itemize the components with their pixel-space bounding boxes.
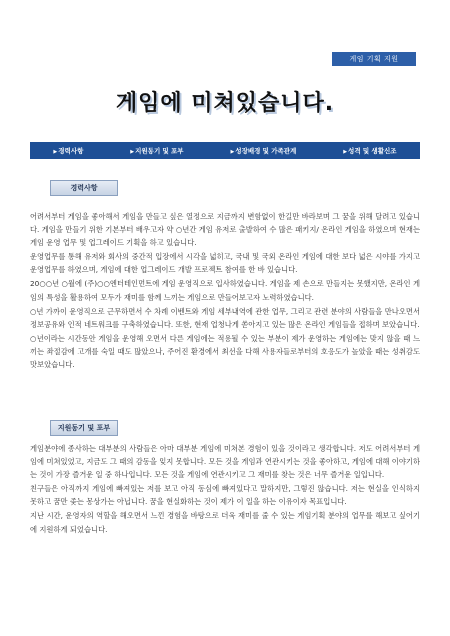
career-text: [30, 210, 420, 372]
paragraph: 운영업무를 통해 유저와 회사의 중간적 입장에서 시각을 넓히고, 국내 및 국외 온라인 게임에 대한 보다 넓은 시야를 가지고 운영업무를 하였으며, 게임에 대한 업그레이드 개발 프로젝트 참여를 한 바 있습니다.: [30, 252, 420, 275]
paragraph: ○년 가까이 운영직으로 근무하면서 수 차례 이벤트와 게임 세부내역에 관한 업무, 그리고 관련 분야의 사람들을 만나오면서 정보공유와 인적 네트워크를 구축하였습니다. 또한, 현재 업청나게 쏟아지고 있는 많은 온라인 게임들을 접하며 보았습니다.: [30, 306, 420, 329]
triangle-icon: ▶: [130, 149, 135, 155]
section-heading-motivation: 지원동기 및 포부: [50, 420, 118, 436]
nav-item-background[interactable]: ▶성장배경 및 가족관계: [230, 147, 297, 155]
paragraph: 어려서부터 게임을 좋아해서 게임을 만들고 싶은 열정으로 지금까지 변함없이 한길만 바라보며 그 꿈을 위해 달려고 있습니다. 게임을 만들기 위한 기본부터 배우고자 약 ○년간 게임 유저로 출발하여 수 많은 패키지/ 온라인 게임을 하였으며 현재는 게임 운영 업무 및 업그레이드 기획을 하고 있습니다.: [30, 212, 420, 248]
section-heading-career: 경력사항: [50, 180, 118, 196]
category-tag: 게임 기획 지원: [332, 52, 416, 66]
paragraph: 지난 시간, 운영자의 역할을 해오면서 느낀 경험을 바탕으로 더욱 재미를 줄 수 있는 게임기획 분야의 업무를 해보고 싶어기에 지원하게 되었습니다.: [30, 511, 420, 534]
nav-item-motivation[interactable]: ▶지원동기 및 포부: [130, 147, 184, 155]
triangle-icon: ▶: [343, 149, 348, 155]
nav-item-career[interactable]: ▶경력사항: [53, 147, 84, 155]
paragraph: ○년이라는 시간동안 게임을 운영해 오면서 다른 게임에는 적용될 수 있는 부분이 제가 운영하는 게임에는 맞지 않을 때 느끼는 좌절감에 고개를 숙일 때도 많았으나, 주어진 환경에서 최선을 다해 사용자들로부터의 호응도가 높았을 때는 성취감도 맛보았습니다.: [30, 333, 420, 370]
page-title: 게임에 미쳐있습니다.: [115, 91, 335, 116]
motivation-text: [30, 442, 420, 537]
paragraph: 20○○년 ○월에 (주)○○엔터테인먼트에 게임 운영직으로 입사하였습니다. 게임을 제 손으로 만들지는 못했지만, 온라인 게임의 특성을 활용하여 모두가 재미를 함께 느끼는 게임으로 만들어보고자 노력하였습니다.: [30, 279, 420, 302]
paragraph: 친구들은 아직까지 게임에 빠져있는 저를 보고 아직 동심에 빠져있다고 말하지만, 그렇진 않습니다. 저는 현실을 인식하지 못하고 꿈만 좇는 몽상가는 아닙니다. 꿈을 현실화하는 것이 제가 이 일을 하는 이유이자 목표입니다.: [30, 484, 420, 507]
paragraph: 게임분야에 종사하는 대부분의 사람들은 아마 대부분 게임에 미쳐본 경험이 있을 것이라고 생각합니다. 저도 어려서부터 게임에 미쳐있었고, 지금도 그 때의 감동을 잊지 못합니다. 모든 것을 게임과 연관시키는 것을 좋아하고, 게임에 대해 이야기하는 것이 가장 즐거운 일 중 하나입니다. 모든 것을 게임에 연관시키고 그 재미를 찾는 것은 너무 즐거운 일입니다.: [30, 444, 420, 480]
triangle-icon: ▶: [53, 149, 58, 155]
section-nav: [30, 142, 420, 159]
triangle-icon: ▶: [230, 149, 235, 155]
nav-item-personality[interactable]: ▶성격 및 생활신조: [343, 147, 397, 155]
